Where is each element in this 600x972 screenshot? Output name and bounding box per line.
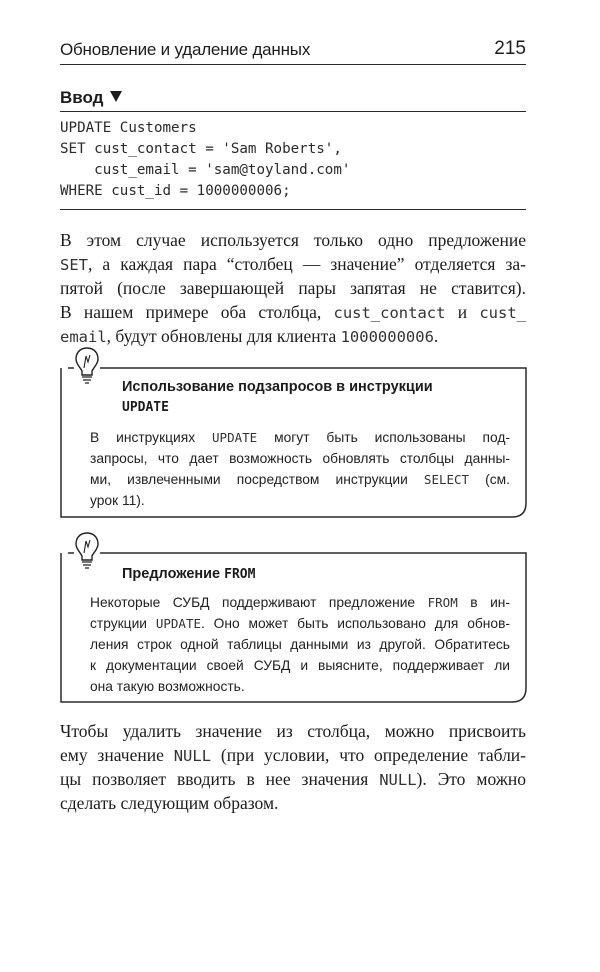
note-box-from [60, 540, 526, 705]
body-paragraph-1 [60, 228, 526, 348]
text-line: В нашем примере оба столбца, cust_contact и cust_ [60, 302, 527, 322]
code-line: SET cust_contact = 'Sam Roberts', [60, 141, 342, 157]
text-line: Чтобы удалить значение из столбца, можно присвоить [60, 721, 526, 741]
note-line: ми, извлеченными посредством инструкции SELECT (см. [90, 472, 510, 487]
body-paragraph-2 [60, 719, 526, 815]
note-box-subqueries [60, 355, 526, 520]
text-line: сделать следующим образом. [60, 793, 279, 813]
triangle-down-icon [110, 91, 122, 102]
code-line: UPDATE Customers [60, 120, 197, 136]
note-line: Некоторые СУБД поддерживают предложение FROM в ин- [90, 595, 511, 610]
note-title: Использование подзапросов в инструкции UPDATE [122, 379, 433, 415]
text-line: В этом случае используется только одно предложение [60, 230, 526, 250]
code-top-rule [60, 111, 526, 112]
note-line: к документации своей СУБД и выясните, поддерживает ли [90, 658, 510, 673]
note-line: урок 11). [90, 493, 145, 508]
note-line: она такую возможность. [90, 679, 245, 694]
lightbulb-icon [74, 531, 100, 571]
page-number: 215 [494, 38, 526, 59]
input-label-text: Ввод [60, 88, 104, 107]
text-line: SET, а каждая пара “столбец — значение” отделяется за- [60, 254, 526, 274]
note-line: запросы, что дает возможность обновлять столбцы данны- [90, 451, 510, 466]
note-body [90, 427, 510, 511]
code-bottom-rule [60, 209, 526, 210]
running-header [60, 38, 526, 65]
note-line: В инструкциях UPDATE могут быть использованы под- [90, 430, 510, 445]
text-line: пятой (после завершающей пары запятая не ставится). [60, 278, 526, 298]
chapter-title: Обновление и удаление данных [60, 40, 311, 59]
input-section-label [60, 88, 122, 108]
text-line: цы позволяет вводить в нее значения NULL). Это можно [60, 769, 526, 789]
text-line: email, будут обновлены для клиента 1000000006. [60, 326, 439, 346]
note-line: ления строк одной таблицы данными из другой. Обратитесь [90, 637, 510, 652]
note-body [90, 592, 510, 697]
note-line: струкции UPDATE. Оно может быть использовано для обнов- [90, 616, 510, 631]
text-line: ему значение NULL (при условии, что определение табли- [60, 745, 526, 765]
code-line: WHERE cust_id = 1000000006; [60, 183, 291, 199]
code-listing [60, 118, 350, 202]
lightbulb-icon [74, 346, 100, 386]
note-title: Предложение FROM [122, 566, 256, 582]
code-line: cust_email = 'sam@toyland.com' [60, 162, 351, 178]
